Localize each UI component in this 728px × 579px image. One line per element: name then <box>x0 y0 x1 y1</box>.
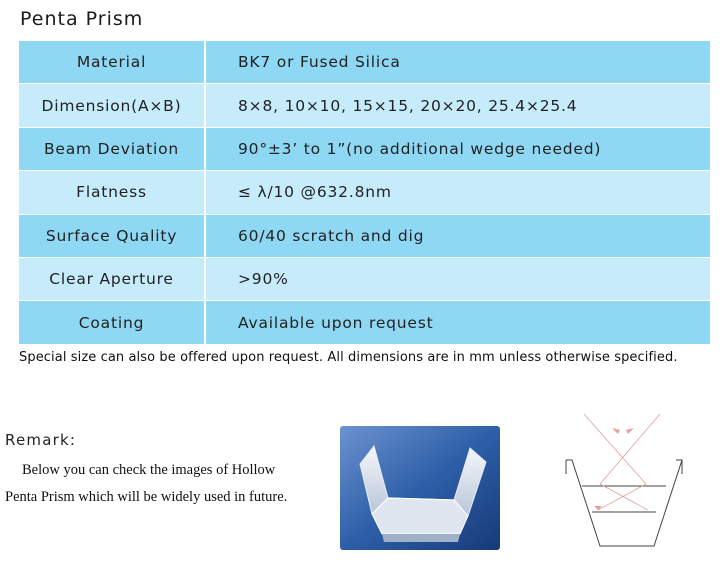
table-row <box>19 41 711 84</box>
table-row <box>19 171 711 214</box>
spec-label: Dimension(A×B) <box>19 84 206 127</box>
spec-value: 90°±3’ to 1”(no additional wedge needed) <box>205 127 711 170</box>
spec-table <box>18 40 711 345</box>
table-row <box>19 301 711 344</box>
hollow-prism-photo <box>340 426 500 550</box>
footnote: Special size can also be offered upon request. All dimensions are in mm unless otherwise specified. <box>19 350 678 365</box>
spec-label: Flatness <box>19 171 206 214</box>
spec-value: Available upon request <box>205 301 711 344</box>
remark-text: Below you can check the images of Hollow Penta Prism which will be widely used in future. <box>5 462 288 505</box>
table-row <box>19 127 711 170</box>
prism-beam-diagram <box>558 410 688 560</box>
table-row <box>19 214 711 257</box>
spec-value: BK7 or Fused Silica <box>205 41 711 84</box>
table-row <box>19 84 711 127</box>
spec-value: 8×8, 10×10, 15×15, 20×20, 25.4×25.4 <box>205 84 711 127</box>
spec-label: Material <box>19 41 206 84</box>
page-title: Penta Prism <box>20 8 144 30</box>
spec-value: ≤ λ/10 @632.8nm <box>205 171 711 214</box>
spec-value: >90% <box>205 257 711 300</box>
spec-label: Clear Aperture <box>19 257 206 300</box>
spec-label: Beam Deviation <box>19 127 206 170</box>
spec-label: Coating <box>19 301 206 344</box>
remark-heading: Remark: <box>5 431 77 449</box>
spec-label: Surface Quality <box>19 214 206 257</box>
spec-value: 60/40 scratch and dig <box>205 214 711 257</box>
table-row <box>19 257 711 300</box>
